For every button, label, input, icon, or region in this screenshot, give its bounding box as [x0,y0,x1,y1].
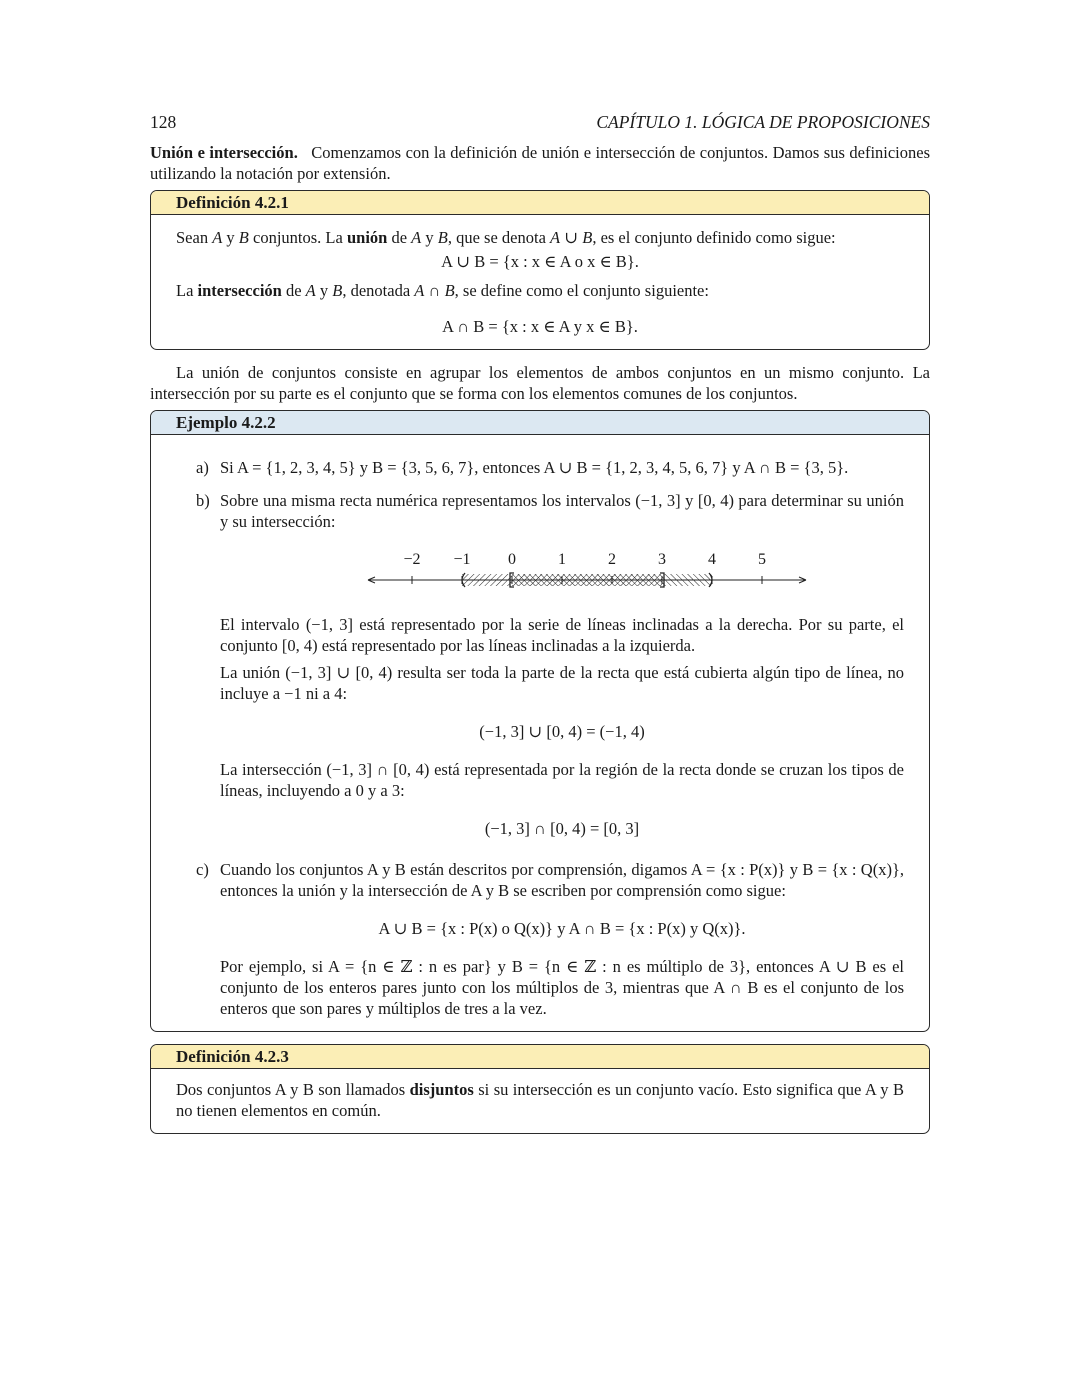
example-item-c: c) Cuando los conjuntos A y B están descritos por comprensión, digamos A = {x : P(x)} y B = {x : Q(x)}, entonces la unión y la intersección de A y B se escriben por comprensión como sigue: [196,860,904,900]
definition-intersection-text: La intersección de A y B, denotada A ∩ B, se define como el conjunto siguiente: [176,281,709,300]
item-b-explanation-1: El intervalo (−1, 3] está representado por la serie de líneas inclinadas a la derecha. Por su parte, el conjunto [0, 4) está representado por las líneas inclinadas a la izquierda. [220,615,904,655]
tick-label: −2 [403,551,421,568]
number-line-svg [176,538,906,608]
item-b-text: Sobre una misma recta numérica representamos los intervalos (−1, 3] y [0, 4) para determinar su unión y su intersección: [220,491,904,531]
mid-paragraph: La unión de conjuntos consiste en agrupar los elementos de ambos conjuntos en un mismo conjunto. La intersección por su parte es el conjunto que se forma con los elementos comunes de los conjuntos. [150,363,930,403]
example-item-a: a) Si A = {1, 2, 3, 4, 5} y B = {3, 5, 6, 7}, entonces A ∪ B = {1, 2, 3, 4, 5, 6, 7} y A ∩ B = {3, 5}. [196,458,849,477]
example-box-4-2-2 [150,410,930,1032]
union-result-formula: (−1, 3] ∪ [0, 4) = (−1, 4) [479,722,645,741]
intersection-result-formula: (−1, 3] ∩ [0, 4) = [0, 3] [484,819,640,838]
tick-label: 0 [508,551,516,568]
tick-label: −1 [453,551,471,568]
number-line-figure [176,538,904,608]
section-heading: Unión e intersección. [150,143,298,162]
term-disjoint: disjuntos [409,1080,474,1099]
tick-label: 1 [558,551,566,568]
intro-text: Comenzamos con la definición de unión e intersección de conjuntos. Damos sus definiciones utilizando la notación por extensión. [150,143,931,183]
item-b-explanation-3: La intersección (−1, 3] ∩ [0, 4) está representada por la región de la recta donde se cruzan los tipos de líneas, incluyendo a 0 y a 3: [220,760,904,800]
definition-box-4-2-1 [150,190,930,350]
definition-title: Definición 4.2.3 [151,1045,929,1069]
item-c-example: Por ejemplo, si A = {n ∈ ℤ : n es par} y B = {n ∈ ℤ : n es múltiplo de 3}, entonces A ∪ B es el conjunto de los enteros pares junto con los múltiplos de 3, mientras que A ∩ B es el conjunto de los enteros que son pares y múltiplos de tres a la vez. [220,957,904,1018]
term-intersection: intersección [197,281,282,300]
running-header [150,112,930,142]
term-union: unión [346,228,388,247]
definition-disjoint-text: Dos conjuntos A y B son llamados disjuntos si su intersección es un conjunto vacío. Esto significa que A y B no tienen elementos en común. [176,1080,904,1120]
tick-label: 2 [608,551,616,568]
page [150,112,930,1134]
intersection-formula: A ∩ B = {x : x ∈ A y x ∈ B}. [442,317,638,336]
definition-title: Definición 4.2.1 [151,191,929,215]
example-title: Ejemplo 4.2.2 [151,411,929,435]
item-a-text: Si A = {1, 2, 3, 4, 5} y B = {3, 5, 6, 7}, entonces A ∪ B = {1, 2, 3, 4, 5, 6, 7} y A ∩ B = {3, 5}. [220,458,849,477]
union-formula: A ∪ B = {x : x ∈ A o x ∈ B}. [441,252,639,271]
intro-paragraph [150,142,930,184]
tick-label: 5 [758,551,766,568]
tick-label: 4 [708,551,716,568]
example-item-b: b) Sobre una misma recta numérica representamos los intervalos (−1, 3] y [0, 4) para determinar su unión y su intersección: [196,491,904,531]
comprehension-formula: A ∪ B = {x : P(x) o Q(x)} y A ∩ B = {x : P(x) y Q(x)}. [378,919,746,938]
tick-label: 3 [658,551,666,568]
definition-box-4-2-3 [150,1044,930,1134]
definition-union-text: Sean A y B conjuntos. La unión de A y B, que se denota A ∪ B, es el conjunto definido como sigue: [176,228,836,247]
item-b-explanation-2: La unión (−1, 3] ∪ [0, 4) resulta ser toda la parte de la recta que está cubierta algún tipo de línea, no incluye a −1 ni a 4: [220,663,904,703]
page-number: 128 [150,112,177,132]
chapter-title: CAPÍTULO 1. LÓGICA DE PROPOSICIONES [596,112,930,132]
item-c-text: Cuando los conjuntos A y B están descritos por comprensión, digamos A = {x : P(x)} y B = {x : Q(x)}, entonces la unión y la intersección de A y B se escriben por comprensión como sigue: [220,860,904,900]
